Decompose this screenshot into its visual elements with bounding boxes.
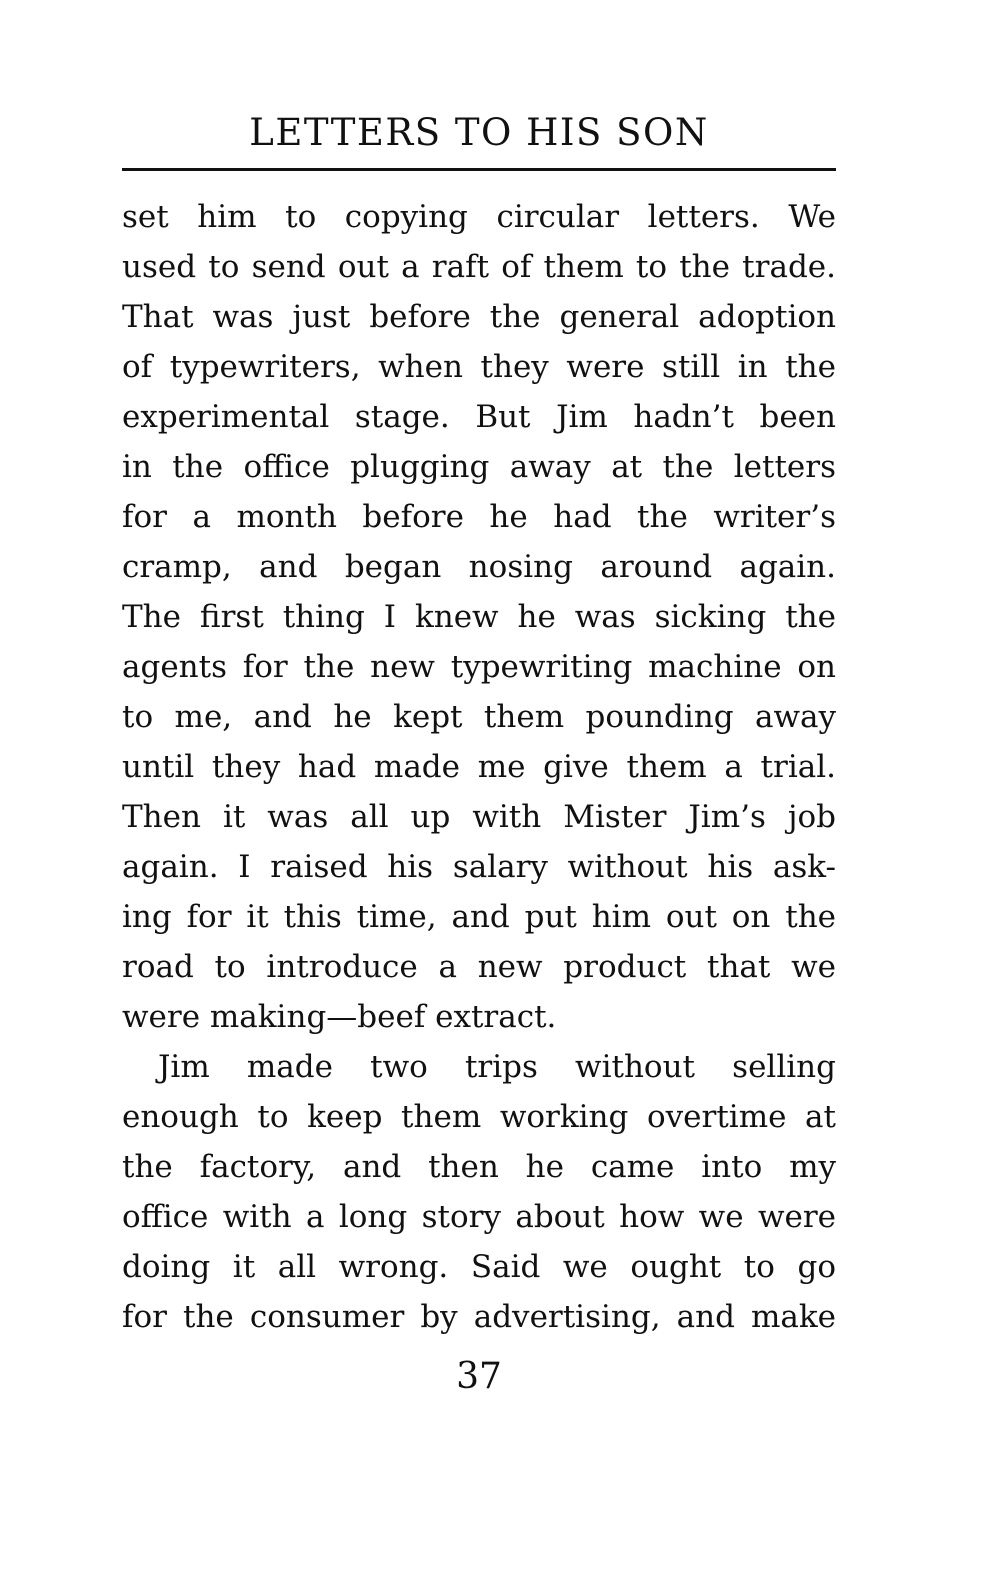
text-line: until they had made me give them a trial. <box>122 749 836 785</box>
text-line: for a month before he had the writer’s <box>122 499 836 535</box>
text-line: enough to keep them working overtime at <box>122 1099 836 1135</box>
text-line: again. I raised his salary without his ask- <box>122 849 836 885</box>
text-line: ing for it this time, and put him out on the <box>122 899 836 935</box>
text-line: road to introduce a new product that we <box>122 949 836 985</box>
text-line: in the office plugging away at the letters <box>122 449 836 485</box>
text-line: Then it was all up with Mister Jim’s job <box>122 799 836 835</box>
text-line: for the consumer by advertising, and make <box>122 1299 836 1335</box>
text-line: doing it all wrong. Said we ought to go <box>122 1249 836 1285</box>
text-line: set him to copying circular letters. We <box>122 199 836 235</box>
text-line: to me, and he kept them pounding away <box>122 699 836 735</box>
body-text <box>122 192 836 1342</box>
text-line: the factory, and then he came into my <box>122 1149 836 1185</box>
text-line: of typewriters, when they were still in the <box>122 349 836 385</box>
text-line: used to send out a raft of them to the trade. <box>122 249 836 285</box>
text-line: experimental stage. But Jim hadn’t been <box>122 399 836 435</box>
text-line: cramp, and began nosing around again. <box>122 549 836 585</box>
text-line: The first thing I knew he was sicking the <box>122 599 836 635</box>
text-line: agents for the new typewriting machine on <box>122 649 836 685</box>
running-title: LETTERS TO HIS SON <box>249 111 709 154</box>
text-line: That was just before the general adoption <box>122 299 836 335</box>
header-rule <box>122 168 836 171</box>
text-line: office with a long story about how we were <box>122 1199 836 1235</box>
text-line: Jim made two trips without selling <box>158 1049 836 1085</box>
page-number: 37 <box>456 1356 502 1397</box>
text-line: were making—beef extract. <box>122 999 557 1035</box>
